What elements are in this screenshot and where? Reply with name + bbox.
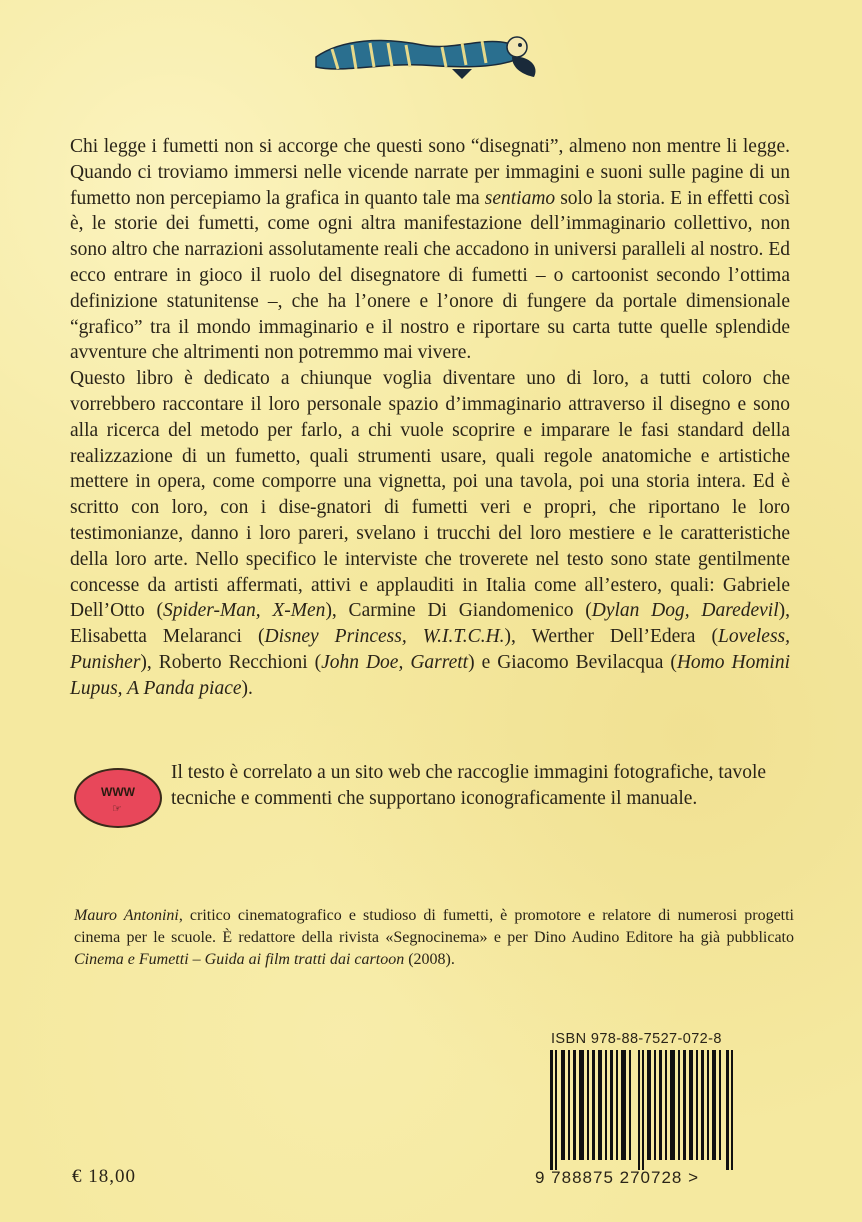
work-title: Loveless, Punisher [70, 626, 790, 673]
work-title: Spider-Man, X-Men [162, 600, 326, 622]
book-title: Cinema e Fumetti – Guida ai film tratti dai cartoon [74, 951, 405, 968]
barcode-digits: 9 788875 270728 > [535, 1168, 700, 1187]
emphasis: sentiamo [484, 187, 556, 209]
website-note-text: Il testo è correlato a un sito web che raccoglie immagini fotografiche, tavole tecniche e commenti che supportano iconograficamente il manuale. [171, 762, 767, 809]
website-note [74, 760, 794, 830]
price-label: € 18,00 [72, 1166, 136, 1187]
author-bio: Mauro Antonini, critico cinematografico e studioso di fumetti, è promotore e relatore di numerosi progetti cinema per le scuole. È redattore della rivista «Segnocinema» e per Dino Audino Editore ha già pubblicato Cinema e Fumetti – Guida ai film tratti dai cartoon (2008). [74, 907, 795, 968]
work-title: Disney Princess, W.I.T.C.H. [264, 626, 505, 648]
paragraph-purpose: Questo libro è dedicato a chiunque voglia diventare uno di loro, a tutti coloro che vorrebbero raccontare il loro personale spazio d’immaginario attraverso il disegno e sono alla ricerca del metodo per farlo, a chi vuole scoprire e imparare le fasi standard della realizzazione di un fumetto, quali strumenti usare, quali regole anatomiche e artistiche mettere in opera, come comporre una vignetta, poi una tavola, poi una storia intera. Ed è scritto con loro, con i dise-gnatori di fumetti veri e propri, che riportano le loro testimonianze, danno i loro pareri, svelano i trucchi del loro mestiere e le caratteristiche della loro arte. Nello specifico le interviste che troverete nel testo sono state gentilmente concesse da artisti affermati, attivi e applauditi in Italia come all’estero, quali: Gabriele Dell’Otto (Spider-Man, X-Men), Carmine Di Giandomenico (Dylan Dog, Daredevil), Elisabetta Melaranci (Disney Princess, W.I.T.C.H.), Werther Dell’Edera (Loveless, Punisher), Roberto Recchioni (John Doe, Garrett) e Giacomo Bevilacqua (Homo Homini Lupus, A Panda piace). [70, 368, 791, 699]
author-name: Mauro Antonini [74, 907, 179, 924]
paragraph-intro: Chi legge i fumetti non si accorge che questi sono “disegnati”, almeno non mentre li legge. Quando ci troviamo immersi nelle vicende narrate per immagini e suoni sulle pagine di un fumetto non percepiamo la grafica in quanto tale ma sentiamo solo la storia. E in effetti così è, le storie dei fumetti, come ogni altra manifestazione dell’immaginario collettivo, non sono altro che narrazioni assolutamente reali che accadono in universi paralleli al nostro. Ed ecco entrare in gioco il ruolo del disegnatore di fumetti – o cartoonist secondo l’ottima definizione statunitense –, che ha l’onere e l’onore di fungere da portale dimensionale “grafico” tra il mondo immaginario e il nostro e riportare su carta tutte quelle splendide avventure che altrimenti non potremmo mai vivere. [70, 136, 790, 364]
pointing-hand-icon: ☞ [112, 803, 122, 815]
work-title: Homo Homini Lupus, A Panda piace [70, 651, 790, 699]
work-title: John Doe, Garrett [321, 651, 469, 673]
description-text [70, 134, 790, 702]
publisher-logo-icon [312, 25, 544, 85]
isbn-label: ISBN 978-88-7527-072-8 [551, 1031, 722, 1047]
www-label: WWW [101, 785, 135, 799]
barcode-icon [550, 1050, 740, 1170]
work-title: Dylan Dog, Daredevil [591, 600, 779, 622]
www-badge [74, 768, 162, 828]
